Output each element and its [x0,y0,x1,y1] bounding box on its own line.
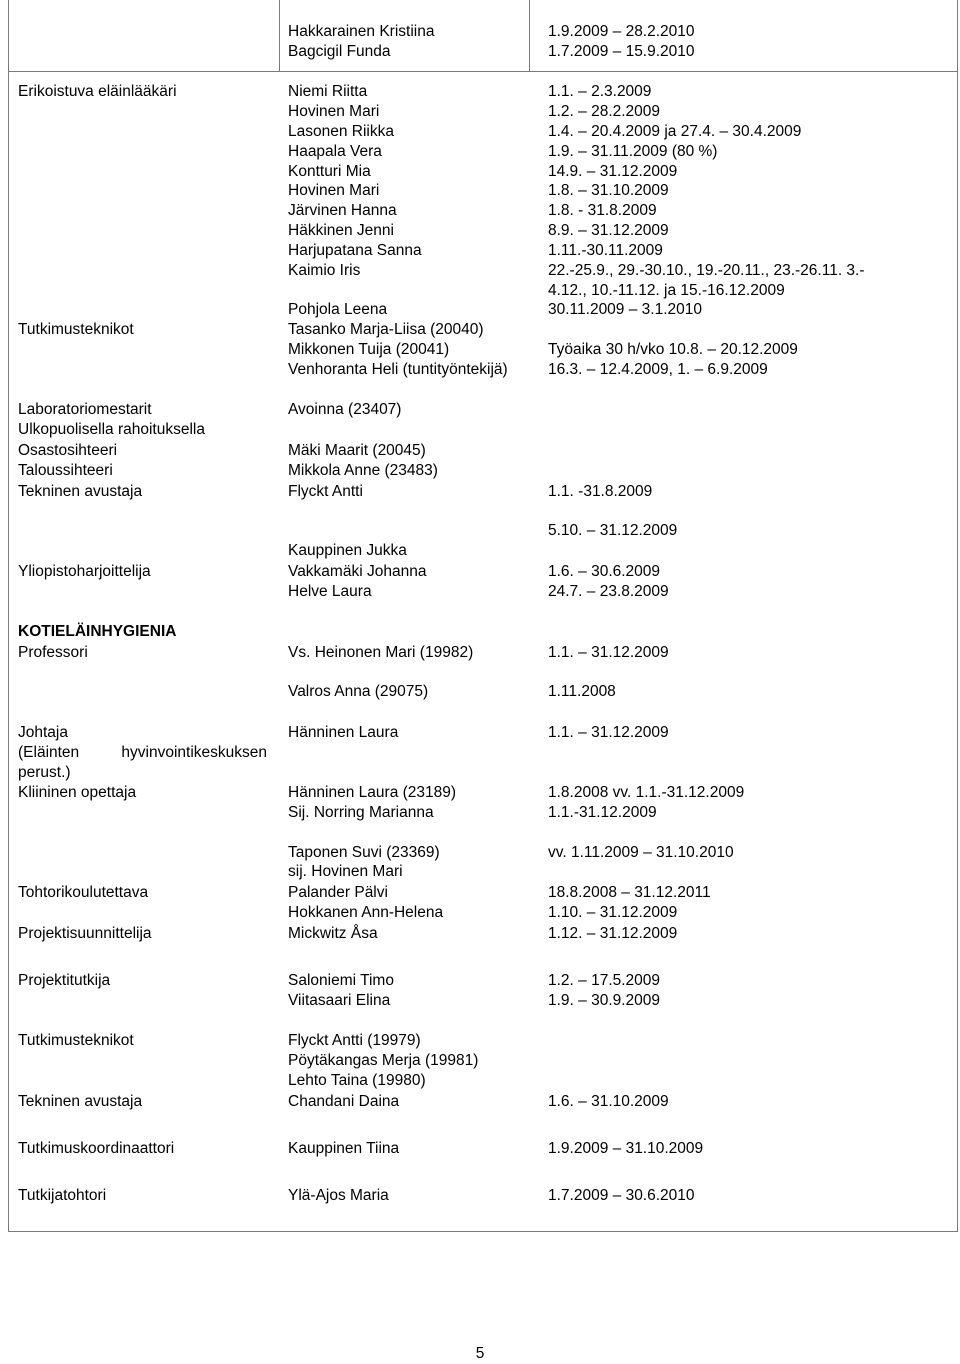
period: 1.9.2009 – 28.2.2010 [548,23,695,40]
staff-name: Häkkinen Jenni [288,222,394,239]
period: 1.1.-31.12.2009 [548,804,657,821]
staff-name: Venhoranta Heli (tuntityöntekijä) [288,361,508,378]
period: 1.11.-30.11.2009 [548,242,663,259]
staff-name: Haapala Vera [288,143,382,160]
staff-name: sij. Hovinen Mari [288,863,403,880]
staff-name: Hokkanen Ann-Helena [288,904,444,921]
period: 1.1. -31.8.2009 [548,483,653,500]
role-title: Tekninen avustaja [18,483,143,500]
role-title: Tohtorikoulutettava [18,884,149,901]
table-frame [8,0,958,1232]
staff-name: Kontturi Mia [288,163,371,180]
period: 1.11.2008 [548,683,616,700]
period: 8.9. – 31.12.2009 [548,222,669,239]
period: 1.1. – 31.12.2009 [548,644,669,661]
staff-name: Hovinen Mari [288,182,380,199]
role-title: Tekninen avustaja [18,1093,143,1110]
staff-name: Mikkonen Tuija (20041) [288,341,450,358]
staff-name: Pöytäkangas Merja (19981) [288,1052,479,1069]
staff-name: Hänninen Laura [288,724,399,741]
staff-name: Mäki Maarit (20045) [288,442,426,459]
period: 1.1. – 31.12.2009 [548,724,669,741]
period: 1.9. – 31.11.2009 (80 %) [548,143,718,160]
role-title: (Eläinten hyvinvointikeskuksen [18,744,267,761]
role-title: Laboratoriomestarit [18,401,152,418]
staff-name: Palander Pälvi [288,884,388,901]
staff-name: Bagcigil Funda [288,43,391,60]
staff-name: Kaimio Iris [288,262,361,279]
period: 4.12., 10.-11.12. ja 15.-16.12.2009 [548,282,785,299]
period: 1.9. – 30.9.2009 [548,992,661,1009]
period: 24.7. – 23.8.2009 [548,583,669,600]
period: 22.-25.9., 29.-30.10., 19.-20.11., 23.-26.11. 3.- [548,262,865,279]
staff-name: Lehto Taina (19980) [288,1072,426,1089]
period: 1.12. – 31.12.2009 [548,925,678,942]
staff-name: Flyckt Antti (19979) [288,1032,421,1049]
role-title: perust.) [18,764,71,781]
role-title: Projektisuunnittelija [18,925,152,942]
role-title: Professori [18,644,88,661]
role-title: Johtaja [18,724,68,741]
period: 16.3. – 12.4.2009, 1. – 6.9.2009 [548,361,768,378]
staff-name: Kauppinen Tiina [288,1140,400,1157]
staff-name: Chandani Daina [288,1093,400,1110]
period: 1.7.2009 – 30.6.2010 [548,1187,695,1204]
staff-name: Hakkarainen Kristiina [288,23,435,40]
column-divider [529,0,530,71]
staff-name: Kauppinen Jukka [288,542,407,559]
period: 1.8. – 31.10.2009 [548,182,669,199]
role-title: Kliininen opettaja [18,784,137,801]
role-title: Tutkimusteknikot [18,321,134,338]
role-title: Projektitutkija [18,972,111,989]
period: 1.8. - 31.8.2009 [548,202,657,219]
period: 1.2. – 28.2.2009 [548,103,661,120]
staff-name: Ylä-Ajos Maria [288,1187,389,1204]
period: 14.9. – 31.12.2009 [548,163,678,180]
staff-name: Viitasaari Elina [288,992,391,1009]
staff-name: Mickwitz Åsa [288,925,378,942]
staff-name: Helve Laura [288,583,372,600]
staff-name: Sij. Norring Marianna [288,804,434,821]
period: 1.1. – 2.3.2009 [548,83,652,100]
period: 1.6. – 30.6.2009 [548,563,661,580]
period: 5.10. – 31.12.2009 [548,522,678,539]
staff-name: Lasonen Riikka [288,123,394,140]
staff-name: Harjupatana Sanna [288,242,422,259]
period: 1.7.2009 – 15.9.2010 [548,43,695,60]
staff-name: Mikkola Anne (23483) [288,462,438,479]
staff-name: Flyckt Antti [288,483,363,500]
period: 30.11.2009 – 3.1.2010 [548,301,702,318]
role-title: Tutkimusteknikot [18,1032,134,1049]
staff-name: Pohjola Leena [288,301,388,318]
staff-name: Tasanko Marja-Liisa (20040) [288,321,484,338]
staff-name: Vs. Heinonen Mari (19982) [288,644,474,661]
period: Työaika 30 h/vko 10.8. – 20.12.2009 [548,341,798,358]
period: 1.10. – 31.12.2009 [548,904,678,921]
row-divider [8,71,958,72]
period: 1.2. – 17.5.2009 [548,972,661,989]
staff-name: Valros Anna (29075) [288,683,429,700]
staff-name: Vakkamäki Johanna [288,563,427,580]
section-heading: KOTIELÄINHYGIENIA [18,623,177,640]
period: 1.4. – 20.4.2009 ja 27.4. – 30.4.2009 [548,123,802,140]
staff-name: Saloniemi Timo [288,972,394,989]
role-title: Osastosihteeri [18,442,118,459]
period: vv. 1.11.2009 – 31.10.2010 [548,844,734,861]
role-title: Erikoistuva eläinlääkäri [18,83,177,100]
role-title: Taloussihteeri [18,462,113,479]
role-title: Tutkimuskoordinaattori [18,1140,175,1157]
staff-name: Hovinen Mari [288,103,380,120]
role-title: Tutkijatohtori [18,1187,107,1204]
staff-name: Järvinen Hanna [288,202,397,219]
period: 18.8.2008 – 31.12.2011 [548,884,711,901]
period: 1.9.2009 – 31.10.2009 [548,1140,704,1157]
staff-name: Taponen Suvi (23369) [288,844,440,861]
period: 1.6. – 31.10.2009 [548,1093,669,1110]
page-number: 5 [475,1345,485,1362]
staff-name: Avoinna (23407) [288,401,402,418]
column-divider [279,0,280,71]
period: 1.8.2008 vv. 1.1.-31.12.2009 [548,784,745,801]
staff-name: Hänninen Laura (23189) [288,784,457,801]
role-title: Ulkopuolisella rahoituksella [18,421,205,438]
role-title: Yliopistoharjoittelija [18,563,151,580]
staff-name: Niemi Riitta [288,83,368,100]
